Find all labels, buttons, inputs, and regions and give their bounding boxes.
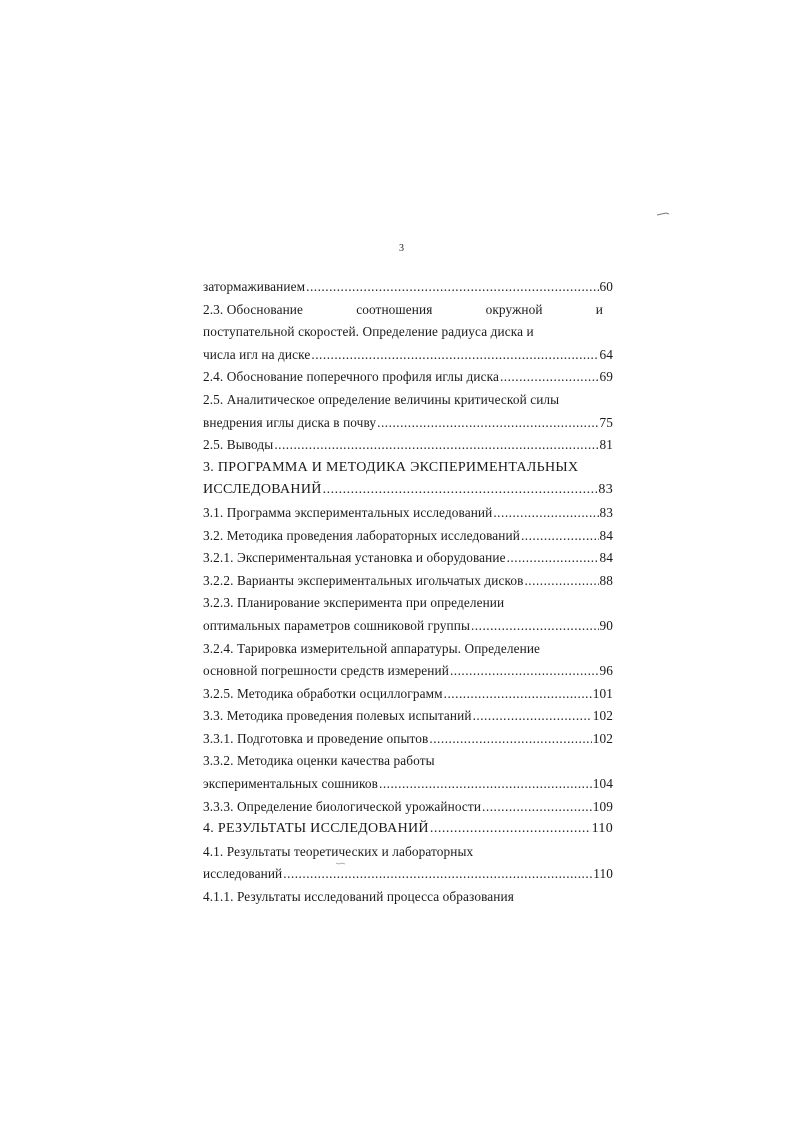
toc-entry-title: 3. ПРОГРАММА И МЕТОДИКА ЭКСПЕРИМЕНТАЛЬНЫХ: [203, 459, 579, 475]
toc-entry-title: 3.3.2. Методика оценки качества работы: [203, 753, 435, 769]
dot-leader: [274, 434, 598, 457]
toc-entry: [203, 863, 613, 886]
toc-entry-page: 101: [592, 685, 613, 701]
toc-entry: [203, 479, 613, 502]
toc-entry-title: 3.2.1. Экспериментальная установка и оборудование: [203, 550, 506, 566]
dot-leader: [430, 818, 591, 841]
dot-leader: [283, 863, 592, 886]
toc-entry-title: 3.3. Методика проведения полевых испытаний: [203, 708, 472, 724]
toc-entry: [203, 728, 613, 751]
toc-entry-page: 110: [593, 866, 613, 882]
dot-leader: [521, 525, 599, 548]
toc-entry-title: 4.1.1. Результаты исследований процесса образования: [203, 889, 514, 905]
toc-entry-page: 83: [599, 504, 613, 520]
toc-entry-page: 69: [599, 369, 613, 385]
toc-entry: [203, 592, 613, 615]
dot-leader: [444, 683, 592, 706]
toc-entry-page: 88: [599, 572, 613, 588]
toc-entry-page: 83: [598, 482, 613, 498]
toc-entry-title: поступательной скоростей. Определение радиуса диска и: [203, 324, 534, 340]
toc-entry-page: 109: [592, 798, 613, 814]
toc-entry: [203, 615, 613, 638]
toc-entry-page: 84: [599, 527, 613, 543]
toc-entry: [203, 389, 613, 412]
toc-entry: [203, 638, 613, 661]
toc-entry: [203, 660, 613, 683]
toc-entry-title: затормаживанием: [203, 279, 306, 294]
toc-entry: [203, 434, 613, 457]
toc-entry-title: внедрения иглы диска в почву: [203, 414, 377, 430]
toc-entry-page: 84: [599, 550, 613, 566]
toc-entry: [203, 841, 613, 864]
toc-entry: [203, 796, 613, 819]
scan-artifact-fleck: [336, 862, 345, 865]
toc-entry: [203, 525, 613, 548]
toc-entry: [203, 818, 613, 841]
toc-entry-title: 3.3.3. Определение биологической урожайности: [203, 798, 482, 814]
toc-entry-title: 3.3.1. Подготовка и проведение опытов: [203, 730, 429, 746]
toc-entry: [203, 705, 613, 728]
toc-entry: [203, 299, 603, 322]
toc-entry-title: 3.2. Методика проведения лабораторных исследований: [203, 527, 520, 543]
toc-chapter-heading: [203, 457, 613, 480]
toc-entry-title: исследований: [203, 866, 283, 882]
toc-entry-page: 64: [599, 346, 613, 362]
toc-entry-title: 3.2.4. Тарировка измерительной аппаратуры. Определение: [203, 640, 541, 656]
toc-entry-title: числа игл на диске: [203, 346, 311, 362]
dot-leader: [323, 479, 598, 502]
toc-entry-continuation: [203, 321, 613, 344]
toc-entry-title-part: и: [595, 301, 603, 317]
dot-leader: [377, 412, 598, 435]
toc-entry-title: 4. РЕЗУЛЬТАТЫ ИССЛЕДОВАНИЙ: [203, 821, 429, 837]
toc-entry-title: 4.1. Результаты теоретических и лабораторных: [203, 843, 474, 859]
toc-entry-title-part: окружной: [485, 301, 543, 317]
toc-entry-title: 3.2.5. Методика обработки осциллограмм: [203, 685, 443, 701]
dot-leader: [500, 366, 599, 389]
toc-entry: [203, 683, 613, 706]
dot-leader: [524, 570, 598, 593]
toc-entry-title: 3.2.3. Планирование эксперимента при определении: [203, 595, 505, 611]
scan-artifact-mark: [657, 212, 669, 217]
toc-entry-title-part: соотношения: [356, 301, 433, 317]
dot-leader: [450, 660, 599, 683]
toc-entry-title: экспериментальных сошников: [203, 776, 378, 792]
toc-entry-title: 3.1. Программа экспериментальных исследований: [203, 504, 493, 520]
toc-entry-title: 2.5. Выводы: [203, 437, 274, 453]
toc-entry: [203, 412, 613, 435]
toc-entry-title-part: 2.3. Обоснование: [203, 301, 304, 317]
toc-entry: [203, 366, 613, 389]
toc-entry-title: 2.5. Аналитическое определение величины критической силы: [203, 391, 560, 407]
toc-entry: [203, 502, 613, 525]
toc-entry-page: 81: [599, 437, 613, 453]
toc-entry-title: 2.4. Обоснование поперечного профиля иглы диска: [203, 369, 499, 385]
toc-entry-title: оптимальных параметров сошниковой группы: [203, 617, 470, 633]
toc-entry-title: ИССЛЕДОВАНИЙ: [203, 482, 322, 498]
dot-leader: [379, 773, 592, 796]
toc-entry: [203, 750, 613, 773]
toc-entry-title: 3.2.2. Варианты экспериментальных игольчатых дисков: [203, 572, 524, 588]
toc-entry: [203, 570, 613, 593]
dot-leader: [473, 705, 592, 728]
toc-entry-page: 102: [592, 730, 613, 746]
table-of-contents: [203, 276, 613, 909]
toc-entry: [203, 773, 613, 796]
dot-leader: [306, 276, 598, 299]
page-number: 3: [399, 243, 404, 254]
toc-entry: [203, 886, 613, 909]
toc-entry-page: 104: [592, 776, 613, 792]
dot-leader: [311, 344, 598, 367]
toc-entry-title: основной погрешности средств измерений: [203, 663, 449, 679]
toc-entry-page: 102: [592, 708, 613, 724]
dot-leader: [493, 502, 598, 525]
toc-entry-page: 75: [599, 414, 613, 430]
dot-leader: [471, 615, 599, 638]
toc-entry: [203, 276, 613, 299]
toc-entry-page: 90: [599, 617, 613, 633]
dot-leader: [482, 796, 592, 819]
dot-leader: [507, 547, 599, 570]
toc-entry: [203, 344, 613, 367]
toc-entry: [203, 547, 613, 570]
dot-leader: [429, 728, 591, 751]
toc-entry-page: 60: [599, 279, 613, 294]
toc-entry-page: 96: [599, 663, 613, 679]
toc-entry-page: 110: [591, 821, 613, 837]
